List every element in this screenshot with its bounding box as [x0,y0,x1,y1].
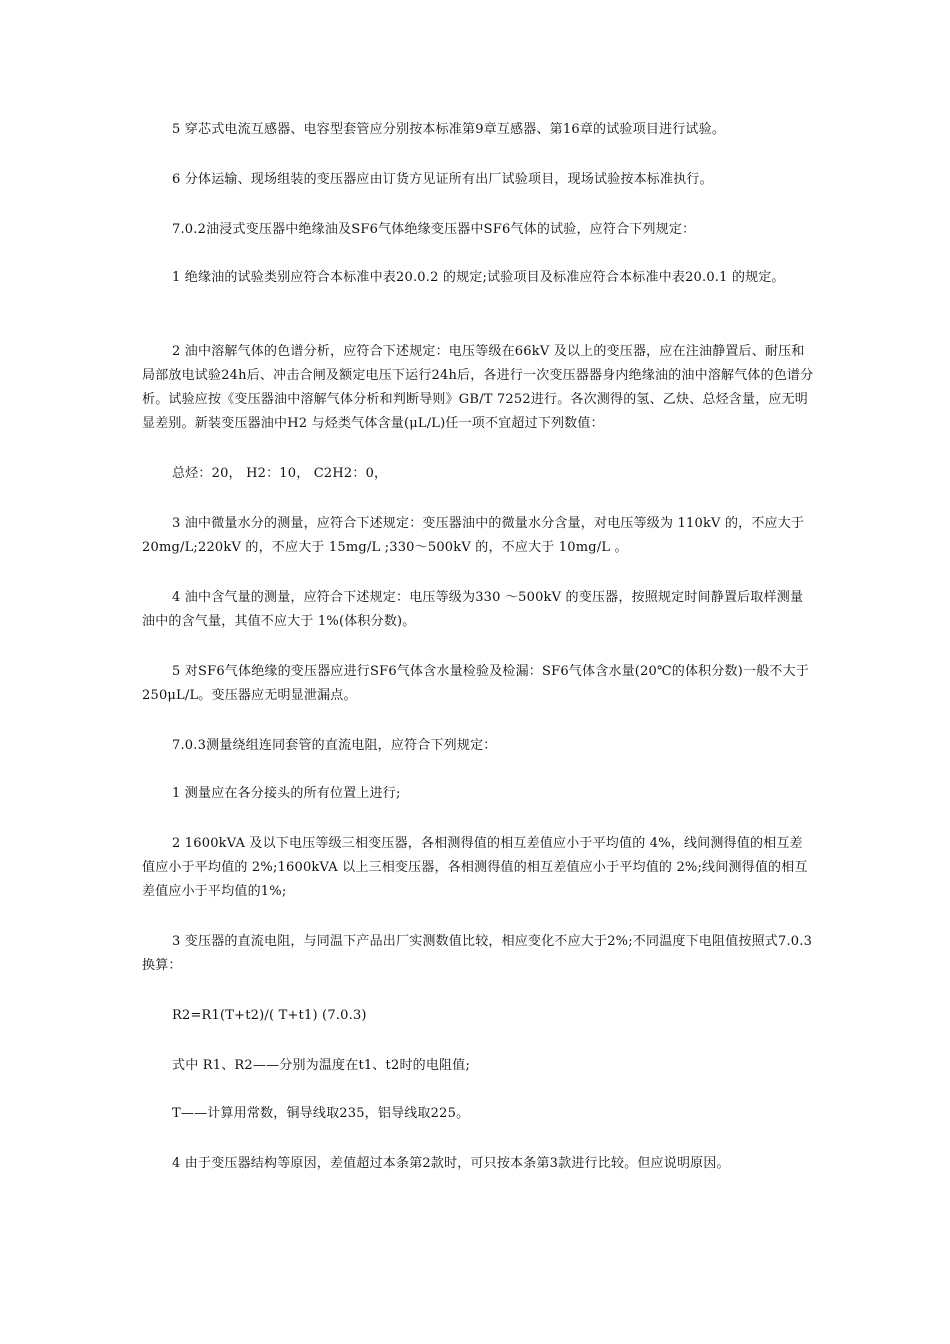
paragraph-resistance-comparison: 3 变压器的直流电阻，与同温下产品出厂实测数值比较，相应变化不应大于2%;不同温度下电阻值按照式7.0.3换算： [142,934,813,973]
paragraph-ct-bushing-note: 5 穿芯式电流互感器、电容型套管应分别按本标准第9章互感器、第16章的试验项目进行试验。 [172,122,726,137]
section-heading-7-0-2: 7.0.2油浸式变压器中绝缘油及SF6气体绝缘变压器中SF6气体的试验，应符合下列规定： [172,222,696,237]
paragraph-tap-positions: 1 测量应在各分接头的所有位置上进行; [172,786,401,801]
formula-7-0-3: R2=R1(T+t2)/( T+t1) (7.0.3) [172,1008,367,1023]
paragraph-oil-test-category: 1 绝缘油的试验类别应符合本标准中表20.0.2 的规定;试验项目及标准应符合本标准中表20.0.1 的规定。 [172,270,785,285]
paragraph-moisture-content: 3 油中微量水分的测量，应符合下述规定：变压器油中的微量水分含量，对电压等级为 110kV 的，不应大于 20mg/L;220kV 的，不应大于 15mg/L ;330～500kV 的，不应大于 10mg/L 。 [142,516,805,555]
paragraph-gas-limits: 总烃：20， H2：10， C2H2：0， [172,466,388,481]
formula-variable-definition: 式中 R1、R2——分别为温度在t1、t2时的电阻值; [172,1058,471,1073]
paragraph-field-assembly-note: 6 分体运输、现场组装的变压器应由订货方见证所有出厂试验项目，现场试验按本标准执行。 [172,172,713,187]
paragraph-resistance-difference: 2 1600kVA 及以下电压等级三相变压器，各相测得值的相互差值应小于平均值的 4%，线间测得值的相互差值应小于平均值的 2%;1600kVA 以上三相变压器，各相测得值的相互差值应小于平均值的 2%;线间测得值的相互差值应小于平均值的1%; [142,836,808,899]
paragraph-gas-content: 4 油中含气量的测量，应符合下述规定：电压等级为330 ～500kV 的变压器，按照规定时间静置后取样测量油中的含气量，其值不应大于 1%(体积分数)。 [142,590,804,629]
section-heading-7-0-3: 7.0.3测量绕组连同套管的直流电阻，应符合下列规定： [172,738,497,753]
formula-constant-definition: T——计算用常数，铜导线取235，铝导线取225。 [172,1106,470,1121]
paragraph-dissolved-gas-analysis: 2 油中溶解气体的色谱分析，应符合下述规定：电压等级在66kV 及以上的变压器，应在注油静置后、耐压和局部放电试验24h后、冲击合闸及额定电压下运行24h后，各进行一次变压器器身内绝缘油的油中溶解气体的色谱分析。试验应按《变压器油中溶解气体分析和判断导则》GB/T 7252进行。各次测得的氢、乙炔、总烃含量，应无明显差别。新装变压器油中H2 与烃类气体含量(μL/L)任一项不宜超过下列数值： [142,344,814,431]
paragraph-structure-exception: 4 由于变压器结构等原因，差值超过本条第2款时，可只按本条第3款进行比较。但应说明原因。 [172,1156,730,1171]
paragraph-sf6-moisture: 5 对SF6气体绝缘的变压器应进行SF6气体含水量检验及检漏：SF6气体含水量(20℃的体积分数)一般不大于250μL/L。变压器应无明显泄漏点。 [142,664,810,703]
